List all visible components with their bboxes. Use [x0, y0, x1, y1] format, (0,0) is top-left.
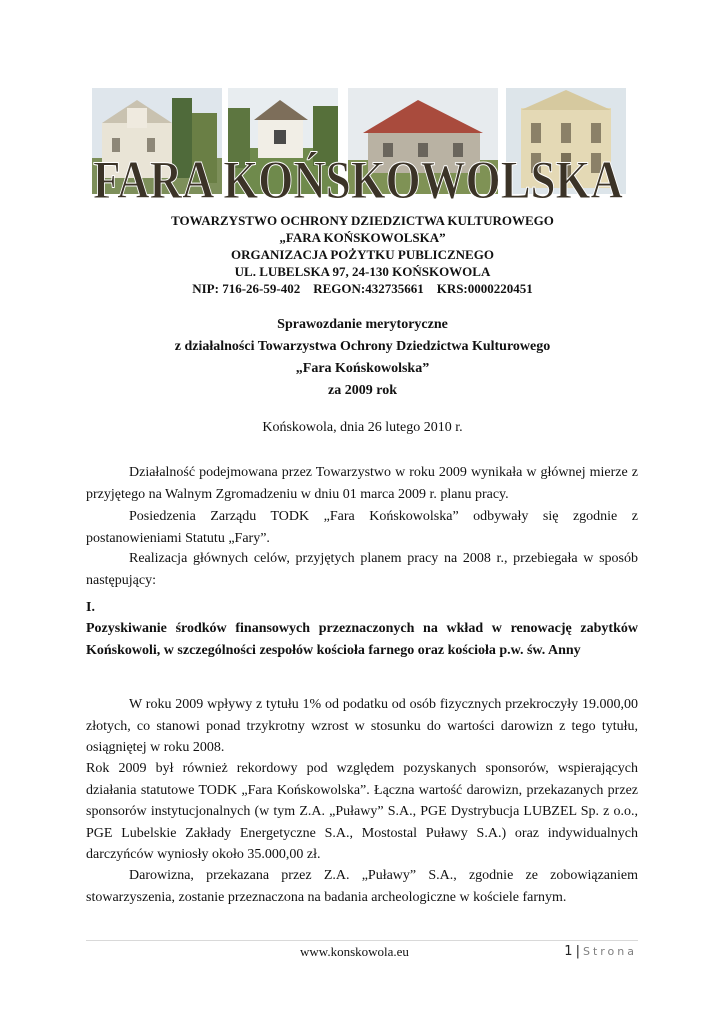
footer-divider	[86, 940, 638, 941]
report-title	[0, 314, 725, 402]
intro-paragraph-2: Posiedzenia Zarządu TODK „Fara Końskowolska” odbywały się zgodnie z postanowieniami Statutu „Fary”.	[86, 509, 638, 546]
header-banner	[86, 88, 630, 210]
section-number: I.	[86, 600, 95, 615]
report-title-line: Sprawozdanie merytoryczne	[277, 317, 448, 332]
footer-page-indicator	[564, 944, 637, 959]
org-address: UL. LUBELSKA 97, 24-130 KOŃSKOWOLA	[234, 264, 491, 279]
section-paragraph-3: Darowizna, przekazana przez Z.A. „Puławy” S.A., zgodnie ze zobowiązaniem stowarzyszenia, zostanie przeznaczona na badania archeologiczne w kościele farnym.	[86, 868, 638, 905]
section-paragraph-2: Rok 2009 był również rekordowy pod względem pozyskanych sponsorów, wspierających działania statutowe TODK „Fara Końskowolska”. Łączna wartość darowizn, przekazanych przez sponsorów instytucjonalnych (w tym Z.A. „Puławy” S.A., PGE Dystrybucja LUBZEL Sp. z o.o., PGE Lubelskie Zakłady Energetyczne S.A., Mostostal Puławy S.A.) oraz indywidualnych darczyńców wyniosły około 35.000,00 zł.	[86, 761, 638, 862]
page-separator: |	[575, 944, 580, 959]
report-title-line: za 2009 rok	[328, 383, 397, 398]
footer-website-link[interactable]: www.konskowola.eu	[300, 944, 409, 959]
section-title: Pozyskiwanie środków finansowych przeznaczonych na wkład w renowację zabytków Końskowoli, w szczególności zespołów kościoła farnego oraz kościoła p.w. św. Anny	[86, 621, 638, 658]
page-label: Strona	[582, 945, 637, 958]
report-title-line: „Fara Końskowolska”	[295, 361, 430, 376]
org-ids	[0, 280, 725, 297]
report-title-line: z działalności Towarzystwa Ochrony Dziedzictwa Kulturowego	[174, 339, 551, 354]
page-number: 1	[564, 944, 573, 959]
section-paragraph-1: W roku 2009 wpływy z tytułu 1% od podatku od osób fizycznych przekroczyły 19.000,00 złotych, co stanowi ponad trzykrotny wzrost w stosunku do wartości darowizn z tego tytułu, osiągniętej w roku 2008.	[86, 697, 638, 755]
intro-paragraph-1: Działalność podejmowana przez Towarzystwo w roku 2009 wynikała w głównej mierze z przyjętego na Walnym Zgromadzeniu w dniu 01 marca 2009 r. planu pracy.	[86, 465, 638, 502]
intro-paragraph-3: Realizacja głównych celów, przyjętych planem pracy na 2008 r., przebiegała w sposób następujący:	[86, 551, 638, 588]
org-status: ORGANIZACJA POŻYTKU PUBLICZNEGO	[231, 247, 494, 262]
report-date: Końskowola, dnia 26 lutego 2010 r.	[262, 420, 463, 435]
banner-logo-text	[86, 144, 630, 208]
org-regon: REGON:432735661	[313, 281, 424, 296]
org-krs: KRS:0000220451	[436, 281, 533, 296]
organization-header	[0, 212, 725, 297]
logo-title: FARA KOŃSKOWOLSKA	[93, 150, 623, 210]
org-subname: „FARA KOŃSKOWOLSKA”	[279, 230, 446, 245]
org-nip: NIP: 716-26-59-402	[192, 281, 301, 296]
org-name: TOWARZYSTWO OCHRONY DZIEDZICTWA KULTUROWEGO	[171, 213, 554, 228]
